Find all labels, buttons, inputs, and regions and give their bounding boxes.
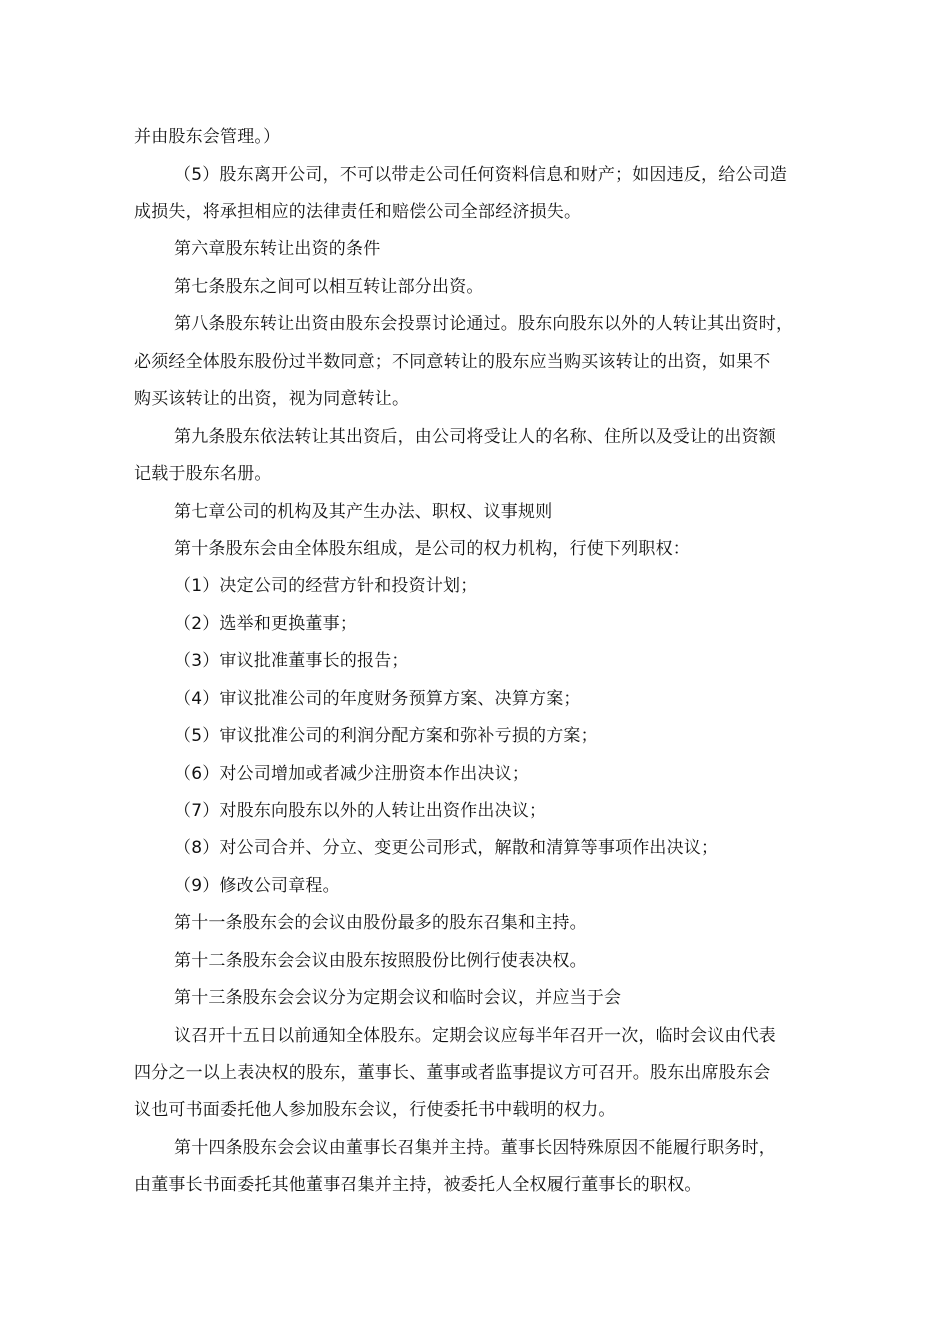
text-line: 第九条股东依法转让其出资后，由公司将受让人的名称、住所以及受让的出资额 [174,427,776,447]
list-item: （2）选举和更换董事； [174,614,358,634]
text-line: 第十四条股东会会议由董事长召集并主持。董事长因特殊原因不能履行职务时， [174,1138,776,1158]
list-item: （8）对公司合并、分立、变更公司形式，解散和清算等事项作出决议； [174,838,719,858]
list-item: （5）审议批准公司的利润分配方案和弥补亏损的方案； [174,726,598,746]
chapter-heading: 第七章公司的机构及其产生办法、职权、议事规则 [174,502,553,522]
text-line: 记载于股东名册。 [134,464,272,484]
text-line: 第十三条股东会会议分为定期会议和临时会议，并应当于会 [174,988,622,1008]
list-item: （7）对股东向股东以外的人转让出资作出决议； [174,801,547,821]
list-item: （4）审议批准公司的年度财务预算方案、决算方案； [174,689,581,709]
text-line: 购买该转让的出资，视为同意转让。 [134,389,410,409]
list-item: （6）对公司增加或者减少注册资本作出决议； [174,764,530,784]
chapter-heading: 第六章股东转让出资的条件 [174,239,381,259]
text-line: 成损失，将承担相应的法律责任和赔偿公司全部经济损失。 [134,202,582,222]
text-line: 四分之一以上表决权的股东，董事长、董事或者监事提议方可召开。股东出席股东会 [134,1063,771,1083]
text-line: 议召开十五日以前通知全体股东。定期会议应每半年召开一次，临时会议由代表 [174,1026,776,1046]
text-line: 第八条股东转让出资由股东会投票讨论通过。股东向股东以外的人转让其出资时， [174,314,794,334]
list-item: （9）修改公司章程。 [174,876,340,896]
list-item: （3）审议批准董事长的报告； [174,651,409,671]
text-line: 并由股东会管理。） [134,127,281,147]
text-line: 第十一条股东会的会议由股份最多的股东召集和主持。 [174,913,587,933]
text-line: 第十二条股东会会议由股东按照股份比例行使表决权。 [174,951,587,971]
text-line: 第十条股东会由全体股东组成，是公司的权力机构，行使下列职权： [174,539,690,559]
text-line: 必须经全体股东股份过半数同意；不同意转让的股东应当购买该转让的出资，如果不 [134,352,771,372]
text-line: 议也可书面委托他人参加股东会议，行使委托书中载明的权力。 [134,1100,616,1120]
list-item: （1）决定公司的经营方针和投资计划； [174,576,478,596]
text-line: 由董事长书面委托其他董事召集并主持，被委托人全权履行董事长的职权。 [134,1175,702,1195]
text-line: 第七条股东之间可以相互转让部分出资。 [174,277,484,297]
text-line: （5）股东离开公司，不可以带走公司任何资料信息和财产；如因违反，给公司造 [174,165,788,185]
